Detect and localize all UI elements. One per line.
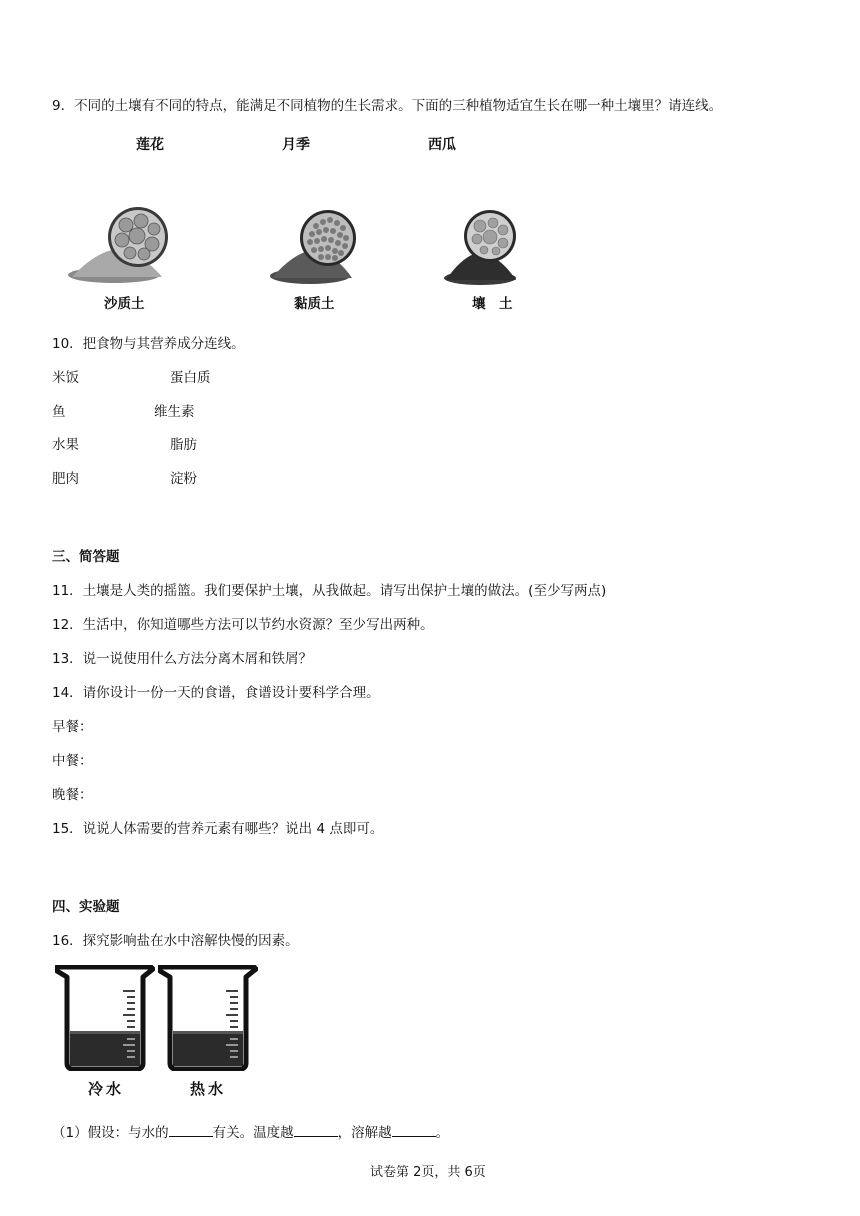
beaker-label-hot: 热水 [190, 1080, 227, 1098]
question-14-text: 14．请你设计一份一天的食谱，食谱设计要科学合理。 [52, 685, 380, 701]
answer-blank-2[interactable] [294, 1124, 338, 1137]
food-item-fat-meat: 肥肉 [52, 471, 79, 487]
answer-blank-1[interactable] [169, 1124, 213, 1137]
meal-dinner-label: 晚餐： [52, 787, 93, 803]
beaker-label-cold: 冷水 [88, 1080, 125, 1098]
plant-label-lotus: 莲花 [136, 137, 164, 153]
question-16-text: 16．探究影响盐在水中溶解快慢的因素。 [52, 933, 299, 949]
page-footer: 试卷第 2页，共 6页 [370, 1165, 486, 1180]
question-12-text: 12．生活中，你知道哪些方法可以节约水资源？至少写出两种。 [52, 617, 434, 633]
plant-label-watermelon: 西瓜 [428, 137, 456, 153]
soil-label-sandy: 沙质土 [104, 296, 145, 312]
question-9-text: 9．不同的土壤有不同的特点，能满足不同植物的生长需求。下面的三种植物适宜生长在哪一种土壤里？请连线。 [52, 98, 723, 114]
clay-soil-illustration [266, 208, 366, 286]
food-item-fruit: 水果 [52, 437, 79, 453]
food-item-rice: 米饭 [52, 370, 79, 386]
cold-water-beaker-illustration [55, 965, 155, 1071]
section-3-heading: 三、简答题 [52, 549, 120, 565]
question-11-text: 11．土壤是人类的摇篮。我们要保护土壤，从我做起。请写出保护土壤的做法。(至少写两点) [52, 583, 607, 599]
meal-lunch-label: 中餐： [52, 753, 93, 769]
part-1-prefix: （1）假设：与水的 [52, 1125, 169, 1141]
part-1-mid-2: ，溶解越 [337, 1125, 392, 1141]
plant-label-rose: 月季 [282, 137, 310, 153]
nutrient-starch: 淀粉 [170, 471, 197, 487]
soil-label-loam: 壤 土 [472, 296, 513, 312]
question-16-part-1 [52, 1121, 449, 1141]
answer-blank-3[interactable] [392, 1124, 436, 1137]
hot-water-beaker-illustration [158, 965, 258, 1071]
nutrient-vitamin: 维生素 [154, 404, 195, 420]
nutrient-fat: 脂肪 [170, 437, 197, 453]
question-15-text: 15．说说人体需要的营养元素有哪些？说出 4 点即可。 [52, 821, 384, 837]
meal-breakfast-label: 早餐： [52, 719, 93, 735]
sandy-soil-illustration [64, 205, 174, 285]
part-1-mid-1: 有关。温度越 [212, 1125, 294, 1141]
loam-soil-illustration [440, 208, 524, 286]
section-4-heading: 四、实验题 [52, 899, 120, 915]
part-1-end: 。 [435, 1125, 450, 1141]
question-10-text: 10．把食物与其营养成分连线。 [52, 336, 245, 352]
food-item-fish: 鱼 [52, 404, 66, 420]
soil-label-clay: 黏质土 [294, 296, 335, 312]
question-13-text: 13．说一说使用什么方法分离木屑和铁屑？ [52, 651, 313, 667]
nutrient-protein: 蛋白质 [170, 370, 211, 386]
